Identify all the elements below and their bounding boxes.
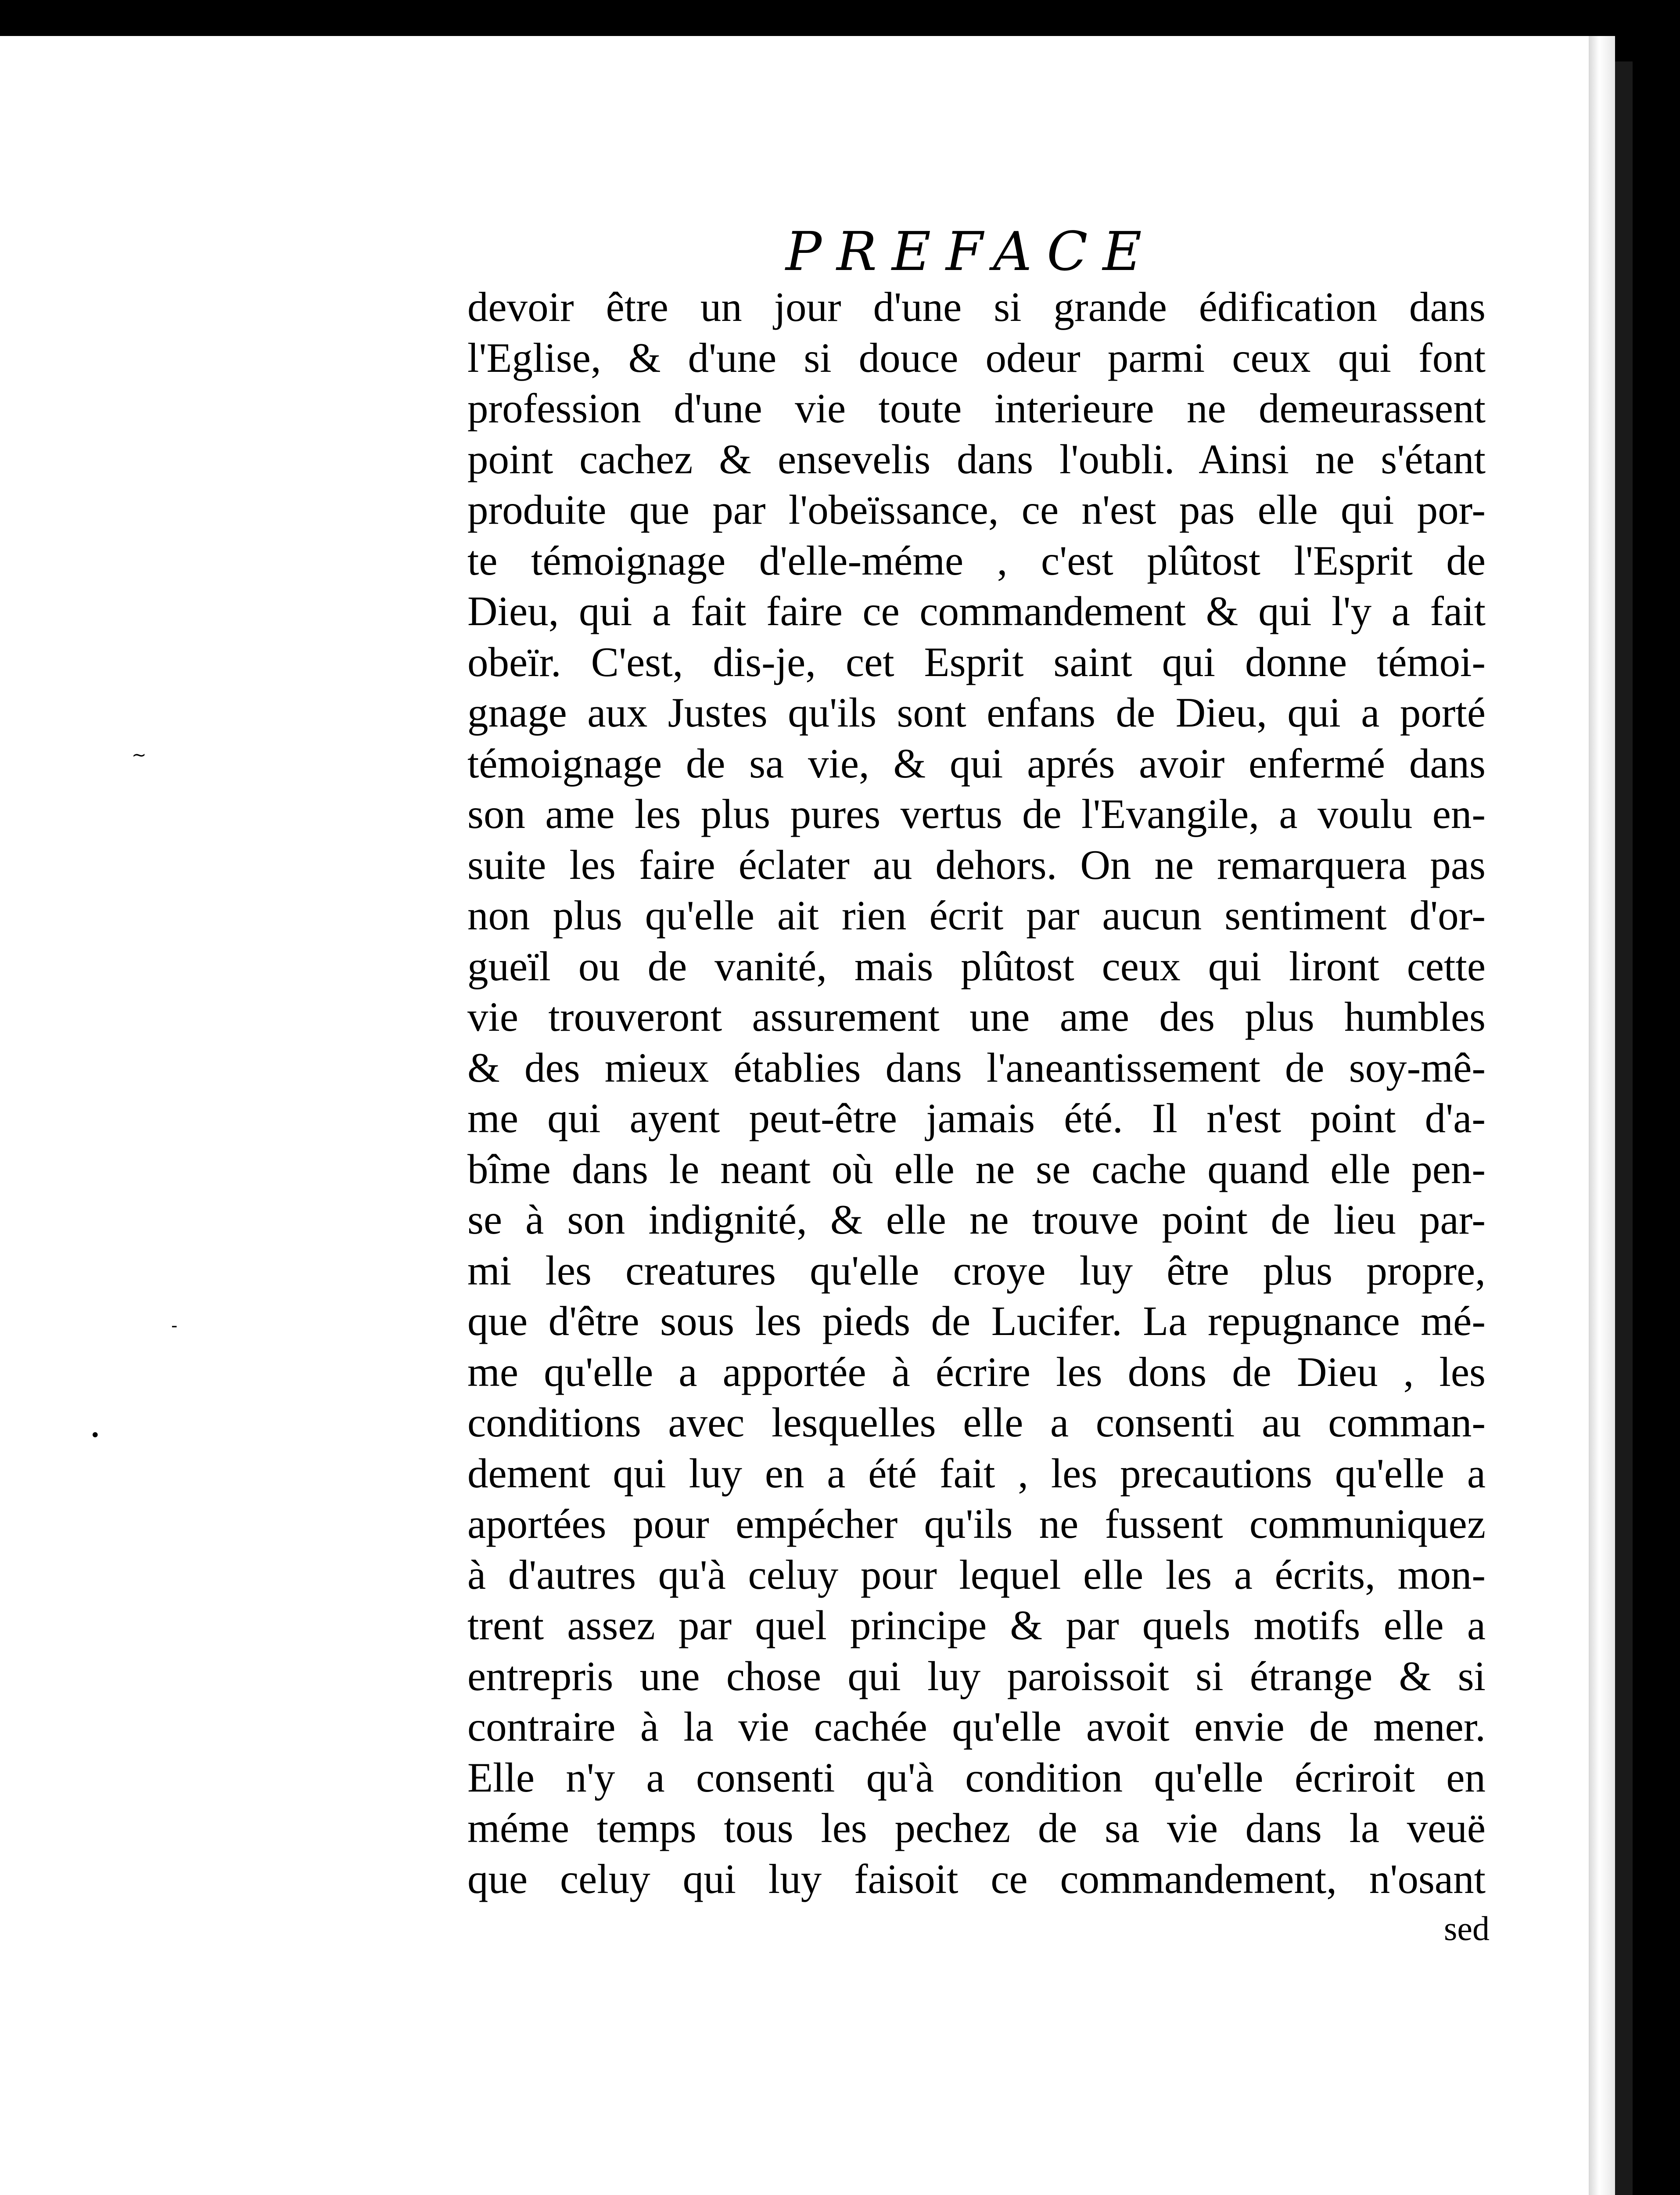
- text-line: Dieu, qui a fait faire ce commandement & qui l'y a fait: [467, 588, 1486, 634]
- text-line: produite que par l'obeïssance, ce n'est pas elle qui por-: [467, 486, 1486, 533]
- text-line: & des mieux établies dans l'aneantissement de soy-mê-: [467, 1044, 1486, 1091]
- text-line: que celuy qui luy faisoit ce commandement, n'osant: [467, 1855, 1486, 1902]
- text-line: obeïr. C'est, dis-je, cet Esprit saint qui donne témoi-: [467, 638, 1486, 685]
- margin-speck: ~: [132, 745, 147, 765]
- text-line: suite les faire éclater au dehors. On ne remarquera pas: [467, 841, 1486, 888]
- text-line: dement qui luy en a été fait , les precautions qu'elle a: [467, 1450, 1486, 1497]
- text-line: méme temps tous les pechez de sa vie dans la veuë: [467, 1805, 1486, 1851]
- text-line: conditions avec lesquelles elle a consenti au comman-: [467, 1399, 1486, 1446]
- text-line: non plus qu'elle ait rien écrit par aucun sentiment d'or-: [467, 892, 1486, 939]
- text-line: gueïl ou de vanité, mais plûtost ceux qui liront cette: [467, 943, 1486, 990]
- text-line: vie trouveront assurement une ame des plus humbles: [467, 993, 1486, 1040]
- text-line: mi les creatures qu'elle croye luy être plus propre,: [467, 1247, 1486, 1294]
- text-line: entrepris une chose qui luy paroissoit si étrange & si: [467, 1652, 1486, 1699]
- text-line: point cachez & ensevelis dans l'oubli. Ainsi ne s'étant: [467, 435, 1486, 482]
- text-line: aportées pour empécher qu'ils ne fussent communiquez: [467, 1501, 1486, 1547]
- margin-speck: -: [171, 1316, 178, 1336]
- catchword: sed: [1444, 1909, 1490, 1947]
- text-line: se à son indignité, & elle ne trouve point de lieu par-: [467, 1196, 1486, 1243]
- running-head: PREFACE: [786, 220, 1157, 283]
- text-line: gnage aux Justes qu'ils sont enfans de Dieu, qui a porté: [467, 689, 1486, 736]
- text-line: me qui ayent peut-être jamais été. Il n'est point d'a-: [467, 1095, 1486, 1141]
- body-text: [467, 282, 1486, 1904]
- text-line: Elle n'y a consenti qu'à condition qu'elle écriroit en: [467, 1754, 1486, 1801]
- text-line: me qu'elle a apportée à écrire les dons de Dieu , les: [467, 1348, 1486, 1395]
- text-line: te témoignage d'elle-méme , c'est plûtost l'Esprit de: [467, 537, 1486, 584]
- text-line: devoir être un jour d'une si grande édification dans: [467, 284, 1486, 330]
- text-line: son ame les plus pures vertus de l'Evangile, a voulu en-: [467, 791, 1486, 837]
- text-line: que d'être sous les pieds de Lucifer. La repugnance mé-: [467, 1298, 1486, 1344]
- text-line: témoignage de sa vie, & qui aprés avoir enfermé dans: [467, 740, 1486, 787]
- book-page: [0, 36, 1589, 2195]
- text-line: l'Eglise, & d'une si douce odeur parmi ceux qui font: [467, 334, 1486, 381]
- text-line: bîme dans le neant où elle ne se cache quand elle pen-: [467, 1145, 1486, 1192]
- book-spine-shadow: [1615, 61, 1633, 2195]
- page-edge: [1589, 36, 1615, 2195]
- text-line: trent assez par quel principe & par quels motifs elle a: [467, 1602, 1486, 1648]
- margin-speck: •: [90, 1425, 101, 1446]
- text-line: contraire à la vie cachée qu'elle avoit envie de mener.: [467, 1703, 1486, 1750]
- text-line: à d'autres qu'à celuy pour lequel elle les a écrits, mon-: [467, 1551, 1486, 1598]
- text-line: profession d'une vie toute interieure ne demeurassent: [467, 385, 1486, 432]
